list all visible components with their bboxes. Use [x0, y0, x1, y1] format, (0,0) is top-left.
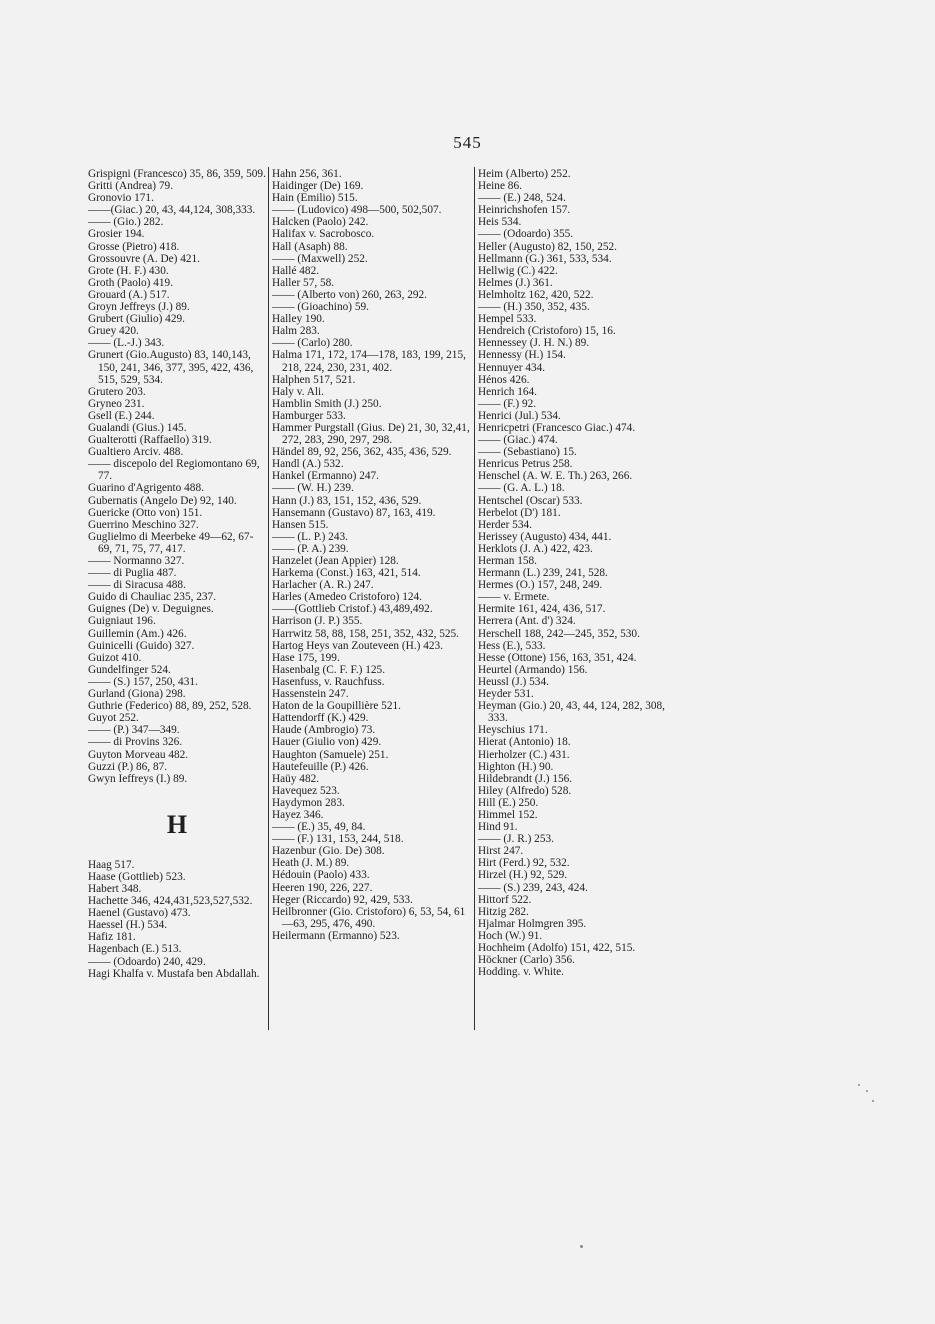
index-entry: Hennuyer 434.: [478, 361, 546, 374]
index-entry: Hallé 482.: [272, 264, 320, 277]
index-entry: Heger (Riccardo) 92, 429, 533.: [272, 893, 413, 906]
index-entry: Haude (Ambrogio) 73.: [272, 724, 376, 737]
index-entry: Haughton (Samuele) 251.: [272, 748, 389, 761]
index-entry: Heis 534.: [478, 216, 522, 229]
index-entry: Heussl (J.) 534.: [478, 675, 549, 688]
index-entry: Henricpetri (Francesco Giac.) 474.: [478, 421, 636, 434]
index-entry: Hayez 346.: [272, 808, 324, 821]
index-entry: Gundelfinger 524.: [88, 663, 171, 676]
index-entry: —— (Sebastiano) 15.: [478, 446, 577, 459]
index-entry: Heurtel (Armando) 156.: [478, 663, 588, 676]
index-entry: Grubert (Giulio) 429.: [88, 313, 185, 326]
index-column-1: [88, 168, 266, 980]
scan-speck: [580, 1245, 583, 1248]
index-entry: —— (S.) 157, 250, 431.: [88, 675, 198, 688]
index-entry: Haüy 482.: [272, 772, 320, 785]
index-entry: —— (Maxwell) 252.: [272, 252, 368, 265]
index-entry: Halley 190.: [272, 313, 325, 326]
index-entry: Hattendorff (K.) 429.: [272, 712, 369, 725]
index-entry: Haase (Gottlieb) 523.: [88, 870, 186, 883]
index-column-3: [478, 168, 684, 978]
index-entry: Highton (H.) 90.: [478, 760, 554, 773]
index-entry: Guzzi (P.) 86, 87.: [88, 760, 168, 773]
index-entries: [88, 168, 266, 785]
index-entry: Heyman (Gio.) 20, 43, 44, 124, 282, 308, 333.: [478, 700, 666, 725]
index-entry: Haton de la Goupillière 521.: [272, 700, 401, 713]
index-entry: Groyn Jeffreys (J.) 89.: [88, 301, 190, 314]
index-entry: Heilermann (Ermanno) 523.: [272, 929, 400, 942]
index-entry: Guizot 410.: [88, 651, 142, 664]
index-entry: Hjalmar Holmgren 395.: [478, 917, 587, 930]
index-entry: Hellmann (G.) 361, 533, 534.: [478, 252, 612, 265]
index-entry: Guido di Chauliac 235, 237.: [88, 591, 217, 604]
index-entry: Hain (Emilio) 515.: [272, 192, 358, 205]
index-entry: Hankel (Ermanno) 247.: [272, 470, 379, 483]
index-entry: Hénos 426.: [478, 373, 530, 386]
index-entry: Grunert (Gio.Augusto) 83, 140,143, 150, 241, 346, 377, 395, 422, 436, 515, 529, 534.: [88, 349, 254, 386]
index-entry: Grote (H. F.) 430.: [88, 264, 169, 277]
index-entry: Himmel 152.: [478, 808, 538, 821]
index-entry: Hierholzer (C.) 431.: [478, 748, 570, 761]
index-entry: Hachette 346, 424,431,523,527,532.: [88, 895, 253, 908]
index-entry: —— (P. A.) 239.: [272, 542, 349, 555]
index-entry: Handl (A.) 532.: [272, 458, 344, 471]
index-entry: Hess (E.), 533.: [478, 639, 546, 652]
index-entry: Halm 283.: [272, 325, 320, 338]
index-entry: Gritti (Andrea) 79.: [88, 180, 174, 193]
index-entry: —— (E.) 248, 524.: [478, 192, 566, 205]
index-entry: Grossouvre (A. De) 421.: [88, 252, 201, 265]
index-entry: —— (L.-J.) 343.: [88, 337, 165, 350]
index-entry: —— (H.) 350, 352, 435.: [478, 301, 590, 314]
index-entry: Guyot 252.: [88, 712, 139, 725]
index-entry: —— discepolo del Regiomontano 69, 77.: [88, 458, 260, 483]
index-entry: Henschel (A. W. E. Th.) 263, 266.: [478, 470, 633, 483]
index-entry: Hafiz 181.: [88, 931, 136, 944]
index-entry: —— di Siracusa 488.: [88, 579, 186, 592]
index-entry: Harrwitz 58, 88, 158, 251, 352, 432, 525.: [272, 627, 460, 640]
index-entry: Henrici (Jul.) 534.: [478, 409, 561, 422]
index-entry: Heyschius 171.: [478, 724, 548, 737]
scan-speck: [858, 1084, 860, 1086]
index-entry: Hellwig (C.) 422.: [478, 264, 558, 277]
index-entry: Grispigni (Francesco) 35, 86, 359, 509.: [88, 168, 266, 180]
index-entry: Hermite 161, 424, 436, 517.: [478, 603, 606, 616]
index-entry: Hind 91.: [478, 821, 518, 834]
index-entry: —— v. Ermete.: [478, 591, 550, 604]
index-entry: Havequez 523.: [272, 784, 340, 797]
index-entry: Hittorf 522.: [478, 893, 532, 906]
index-entry: Guyton Morveau 482.: [88, 748, 189, 761]
index-entry: Gryneo 231.: [88, 397, 145, 410]
index-entry: Habert 348.: [88, 882, 142, 895]
index-entry: Hall (Asaph) 88.: [272, 240, 348, 253]
index-entries: [88, 859, 266, 980]
index-entry: Hann (J.) 83, 151, 152, 436, 529.: [272, 494, 422, 507]
index-entry: —— (Giac.) 474.: [478, 434, 558, 447]
index-entry: —— (W. H.) 239.: [272, 482, 354, 495]
index-entry: Heyder 531.: [478, 688, 534, 701]
index-entry: Höckner (Carlo) 356.: [478, 954, 575, 967]
index-entry: Helmes (J.) 361.: [478, 276, 553, 289]
index-entry: —— (L. P.) 243.: [272, 530, 348, 543]
index-entry: —— (G. A. L.) 18.: [478, 482, 565, 495]
index-entry: Heinrichshofen 157.: [478, 204, 571, 217]
index-entry: Hitzig 282.: [478, 905, 529, 918]
index-entry: Halifax v. Sacrobosco.: [272, 228, 375, 241]
index-entry: Heilbronner (Gio. Cristoforo) 6, 53, 54, 61—63, 295, 476, 490.: [272, 905, 466, 930]
index-entry: Haly v. Ali.: [272, 385, 324, 398]
index-entry: Haidinger (De) 169.: [272, 180, 364, 193]
index-entry: Guignes (De) v. Deguignes.: [88, 603, 214, 616]
index-entry: Hagi Khalfa v. Mustafa ben Abdallah.: [88, 967, 260, 980]
index-entry: —— (Alberto von) 260, 263, 292.: [272, 288, 428, 301]
index-entry: Halphen 517, 521.: [272, 373, 356, 386]
index-entry: Hoch (W.) 91.: [478, 929, 543, 942]
index-entry: ——(Gottlieb Cristof.) 43,489,492.: [272, 603, 433, 616]
index-entry: Harrison (J. P.) 355.: [272, 615, 363, 628]
index-entry: Hentschel (Oscar) 533.: [478, 494, 583, 507]
scan-speck: [866, 1090, 868, 1092]
index-entry: Gronovio 171.: [88, 192, 154, 205]
index-entry: Hazenbur (Gio. De) 308.: [272, 845, 385, 858]
index-entry: Hamburger 533.: [272, 409, 346, 422]
index-entry: Herrera (Ant. d') 324.: [478, 615, 576, 628]
index-entry: Haag 517.: [88, 858, 135, 871]
index-entry: Hermann (L.) 239, 241, 528.: [478, 567, 608, 580]
index-entry: Hassenstein 247.: [272, 688, 349, 701]
index-entry: Halma 171, 172, 174—178, 183, 199, 215, 218, 224, 230, 231, 402.: [272, 349, 466, 374]
index-entry: —— Normanno 327.: [88, 555, 185, 567]
section-letter: H: [166, 809, 188, 839]
index-entry: Hansen 515.: [272, 518, 329, 531]
index-entry: Harkema (Const.) 163, 421, 514.: [272, 567, 421, 580]
index-entry: Hendreich (Cristoforo) 15, 16.: [478, 325, 616, 338]
index-entry: —— (Carlo) 280.: [272, 337, 353, 350]
index-entry: Grutero 203.: [88, 385, 146, 398]
index-entry: —— di Puglia 487.: [88, 567, 177, 580]
index-entry: Hautefeuille (P.) 426.: [272, 760, 369, 773]
index-entry: Hirzel (H.) 92, 529.: [478, 869, 568, 882]
page-number: 545: [453, 133, 482, 152]
index-entry: —— (Gioachino) 59.: [272, 301, 369, 314]
index-entry: Herschell 188, 242—245, 352, 530.: [478, 627, 640, 640]
index-entry: Gubernatis (Angelo De) 92, 140.: [88, 494, 237, 507]
column-divider: [474, 167, 475, 1030]
index-entry: Guericke (Otto von) 151.: [88, 506, 203, 519]
index-entry: Guerrino Meschino 327.: [88, 518, 199, 531]
index-entry: Hasenfuss, v. Rauchfuss.: [272, 675, 385, 688]
index-entry: Hill (E.) 250.: [478, 796, 539, 809]
index-entry: Heeren 190, 226, 227.: [272, 881, 373, 894]
index-entry: Hédouin (Paolo) 433.: [272, 869, 370, 882]
index-entry: Hierat (Antonio) 18.: [478, 736, 571, 749]
index-entry: Hodding. v. White.: [478, 966, 564, 979]
index-entry: Guillemin (Am.) 426.: [88, 627, 187, 640]
index-entry: Hagenbach (E.) 513.: [88, 943, 182, 956]
index-entry: Hauer (Giulio von) 429.: [272, 736, 382, 749]
index-entry: Hempel 533.: [478, 313, 537, 326]
index-entry: Gualterotti (Raffaello) 319.: [88, 434, 212, 447]
index-entry: Herder 534.: [478, 518, 532, 531]
index-entry: —— (P.) 347—349.: [88, 724, 180, 737]
index-entry: Gwyn Ieffreys (I.) 89.: [88, 772, 188, 785]
index-entry: Gurland (Giona) 298.: [88, 688, 186, 701]
index-entry: Hanzelet (Jean Appier) 128.: [272, 555, 399, 567]
index-entry: Heath (J. M.) 89.: [272, 857, 350, 870]
index-entry: —— (F.) 131, 153, 244, 518.: [272, 833, 404, 846]
index-entry: Harles (Amedeo Cristoforo) 124.: [272, 591, 422, 604]
index-entry: Heller (Augusto) 82, 150, 252.: [478, 240, 617, 253]
index-entry: Grosier 194.: [88, 228, 145, 241]
index-entry: Haller 57, 58.: [272, 276, 335, 289]
index-entry: Helmholtz 162, 420, 522.: [478, 288, 594, 301]
index-entry: —— (Odoardo) 355.: [478, 228, 574, 241]
index-entry: —— (F.) 92.: [478, 397, 537, 410]
index-entry: Hahn 256, 361.: [272, 168, 342, 180]
index-entry: Händel 89, 92, 256, 362, 435, 436, 529.: [272, 446, 452, 459]
index-entry: —— (Ludovico) 498—500, 502,507.: [272, 204, 442, 217]
index-entry: Hiley (Alfredo) 528.: [478, 784, 572, 797]
index-entry: Henrich 164.: [478, 385, 537, 398]
index-entry: —— (E.) 35, 49, 84.: [272, 821, 366, 834]
index-entry: —— di Provins 326.: [88, 736, 183, 749]
index-entry: Heine 86.: [478, 180, 522, 193]
index-entry: —— (Odoardo) 240, 429.: [88, 955, 206, 968]
index-entry: Groth (Paolo) 419.: [88, 276, 174, 289]
index-entry: Gruey 420.: [88, 325, 139, 338]
index-entry: Hennessey (J. H. N.) 89.: [478, 337, 590, 350]
index-entry: Hansemann (Gustavo) 87, 163, 419.: [272, 506, 436, 519]
index-entry: Herbelot (D') 181.: [478, 506, 561, 519]
index-entry: Hammer Purgstall (Gius. De) 21, 30, 32,41, 272, 283, 290, 297, 298.: [272, 421, 470, 447]
index-entry: Guarino d'Agrigento 488.: [88, 482, 204, 495]
index-entry: Hennessy (H.) 154.: [478, 349, 566, 362]
index-entry: Gsell (E.) 244.: [88, 409, 155, 422]
index-entry: —— (J. R.) 253.: [478, 833, 554, 846]
index-entry: Hirst 247.: [478, 845, 524, 858]
index-entry: Haessel (H.) 534.: [88, 919, 168, 932]
index-entry: Hasenbalg (C. F. F.) 125.: [272, 663, 386, 676]
index-entry: Herman 158.: [478, 555, 537, 567]
index-entry: Gualandi (Gius.) 145.: [88, 421, 187, 434]
index-entry: Hase 175, 199.: [272, 651, 340, 664]
section-spacer: [88, 785, 266, 809]
index-entry: Guglielmo di Meerbeke 49—62, 67-69, 71, 75, 77, 417.: [88, 530, 254, 555]
index-entry: ——(Giac.) 20, 43, 44,124, 308,333.: [88, 204, 256, 217]
index-entry: Guthrie (Federico) 88, 89, 252, 528.: [88, 700, 252, 713]
index-entry: Hermes (O.) 157, 248, 249.: [478, 579, 603, 592]
index-entry: Haenel (Gustavo) 473.: [88, 907, 191, 920]
index-entry: Hartog Heys van Zouteveen (H.) 423.: [272, 639, 443, 652]
index-entry: Grosse (Pietro) 418.: [88, 240, 180, 253]
index-entry: Heim (Alberto) 252.: [478, 168, 571, 180]
index-entry: Harlacher (A. R.) 247.: [272, 579, 374, 592]
index-entry: Halcken (Paolo) 242.: [272, 216, 369, 229]
column-divider: [268, 167, 269, 1030]
index-entry: Hamblin Smith (J.) 250.: [272, 397, 382, 410]
index-entry: Hirt (Ferd.) 92, 532.: [478, 857, 570, 870]
index-entry: Guigniaut 196.: [88, 615, 156, 628]
index-entry: Herklots (J. A.) 422, 423.: [478, 542, 593, 555]
index-column-2: [272, 168, 472, 942]
index-entry: Herissey (Augusto) 434, 441.: [478, 530, 612, 543]
index-entry: Grouard (A.) 517.: [88, 288, 170, 301]
index-entry: Hesse (Ottone) 156, 163, 351, 424.: [478, 651, 637, 664]
index-entry: Hildebrandt (J.) 156.: [478, 772, 573, 785]
index-entry: —— (S.) 239, 243, 424.: [478, 881, 588, 894]
index-entry: Gualtiero Arciv. 488.: [88, 446, 184, 459]
scan-speck: [872, 1100, 874, 1102]
index-entry: Guinicelli (Guido) 327.: [88, 639, 195, 652]
index-entry: Henricus Petrus 258.: [478, 458, 573, 471]
index-entry: Hochheim (Adolfo) 151, 422, 515.: [478, 942, 636, 954]
index-entry: —— (Gio.) 282.: [88, 216, 164, 229]
index-entry: Haydymon 283.: [272, 796, 345, 809]
